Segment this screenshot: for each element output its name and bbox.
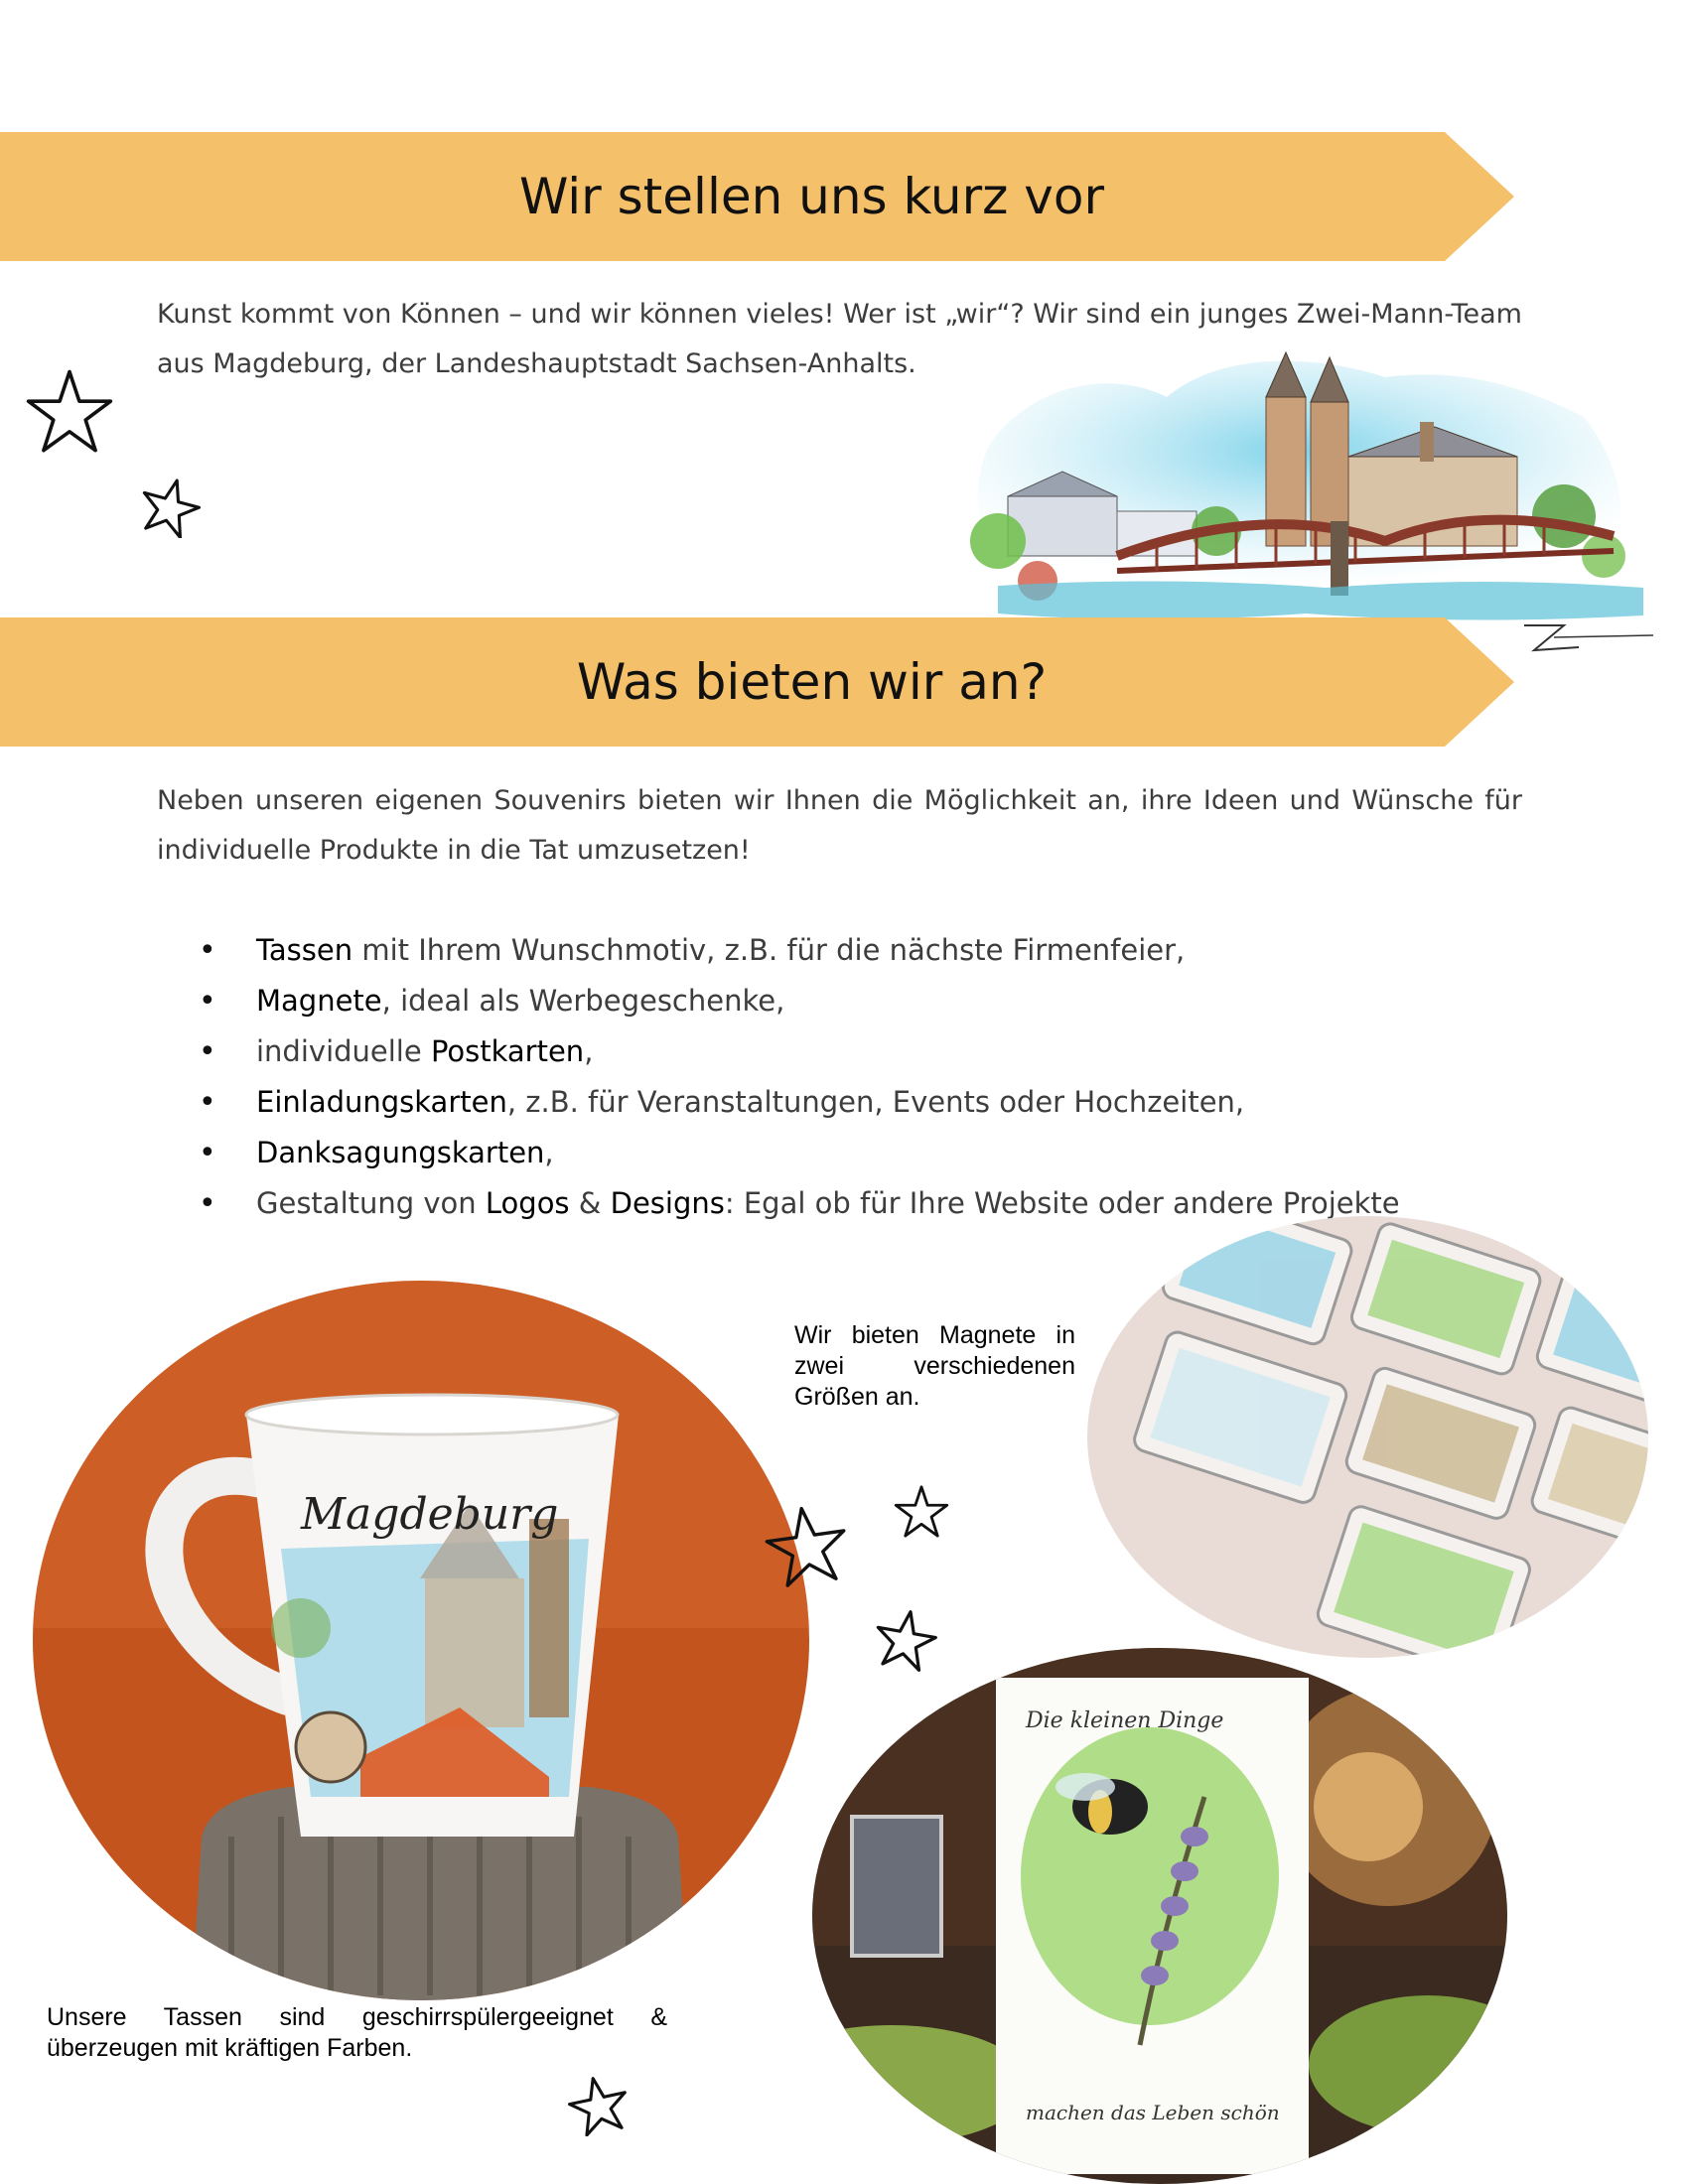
offer-list-item [199, 1026, 1400, 1077]
offer-text: Gestaltung von [256, 1186, 486, 1220]
magnets-caption: Wir bieten Magnete in zwei verschiedenen Größen an. [794, 1321, 1075, 1411]
offer-list-item [199, 1128, 1400, 1178]
mug-lettering: Magdeburg [301, 1489, 559, 1540]
offer-keyword: Postkarten [430, 1034, 585, 1068]
offer-keyword: Einladungskarten [256, 1085, 507, 1119]
offer-keyword: Designs [610, 1186, 725, 1220]
offer-text: , [584, 1034, 594, 1068]
card-text-top: Die kleinen Dinge [1026, 1708, 1224, 1733]
cups-caption: Unsere Tassen sind geschirrspülergeeignet & überzeugen mit kräftigen Farben. [47, 2003, 667, 2062]
offer-list [199, 925, 1400, 1229]
offer-list-item [199, 925, 1400, 976]
offer-keyword: Logos [485, 1186, 570, 1220]
offer-text: individuelle [256, 1034, 431, 1068]
star-icon [765, 1504, 849, 1588]
card-text-bottom: machen das Leben schön [1026, 2101, 1280, 2124]
star-icon [139, 477, 201, 538]
section-banner-offers [0, 617, 1514, 747]
mug-photo [33, 1281, 809, 2000]
section-banner-intro [0, 132, 1514, 261]
magnets-photo [1087, 1216, 1648, 1658]
star-icon [568, 2075, 630, 2136]
offer-paragraph: Neben unseren eigenen Souvenirs bieten wir Ihnen die Möglichkeit an, ihre Ideen und Wünsche für individuelle Produkte in die Tat umzusetzen! [157, 785, 1522, 866]
offer-list-item [199, 1077, 1400, 1128]
offer-text: , ideal als Werbegeschenke, [381, 984, 785, 1018]
intro-paragraph: Kunst kommt von Können – und wir können vieles! Wer ist „wir“? Wir sind ein junges Zwei-Mann-Team aus Magdeburg, der Landeshauptstadt Sachsen-Anhalts. [157, 299, 1522, 379]
offer-keyword: Tassen [256, 933, 353, 967]
offer-text: & [569, 1186, 611, 1220]
postcard-photo [812, 1648, 1507, 2184]
star-icon [874, 1608, 937, 1672]
star-icon [25, 367, 114, 457]
section-title: Wir stellen uns kurz vor [518, 168, 1105, 225]
offer-list-item [199, 976, 1400, 1026]
offer-text: , [544, 1136, 554, 1169]
offer-text: : Egal ob für Ihre Website oder andere Projekte [724, 1186, 1400, 1220]
offer-list-item [199, 1178, 1400, 1229]
offer-keyword: Danksagungskarten [256, 1136, 545, 1169]
section-title: Was bieten wir an? [576, 653, 1048, 711]
offer-text: mit Ihrem Wunschmotiv, z.B. für die nächste Firmenfeier, [352, 933, 1186, 967]
offer-keyword: Magnete [256, 984, 382, 1018]
offer-text: , z.B. für Veranstaltungen, Events oder Hochzeiten, [506, 1085, 1245, 1119]
star-icon [894, 1484, 949, 1540]
